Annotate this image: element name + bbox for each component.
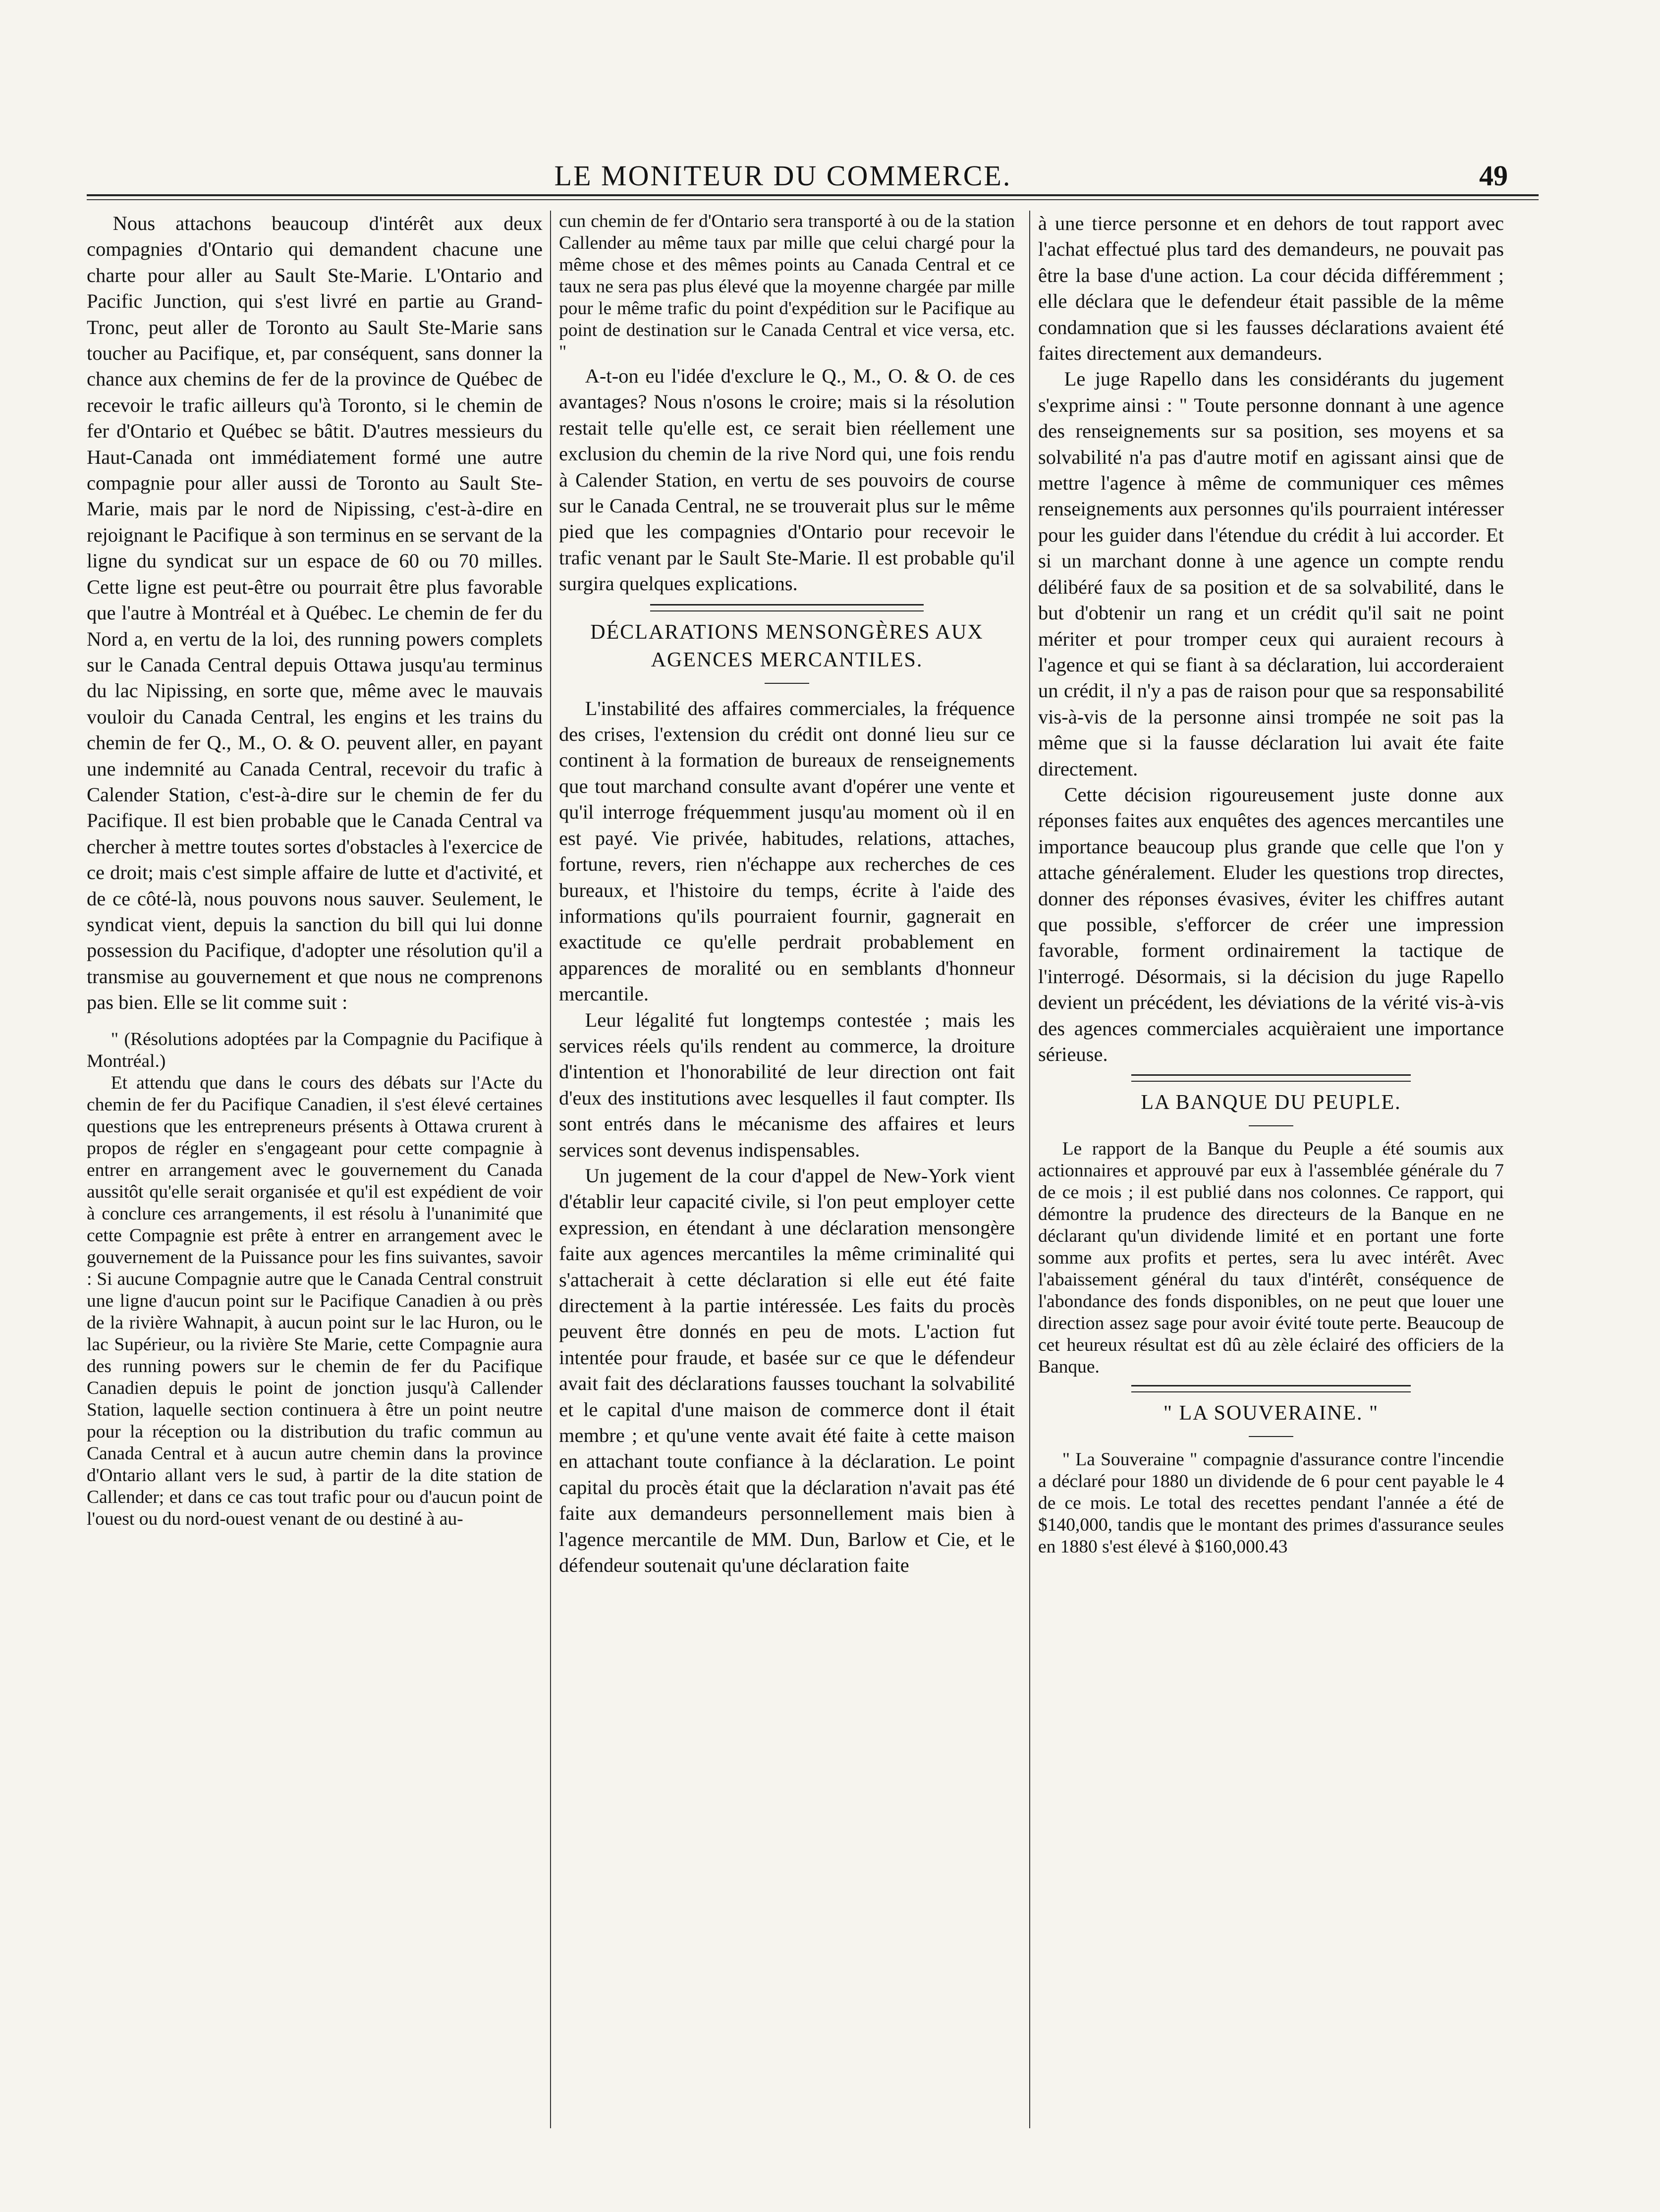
section-double-rule [1131,1074,1411,1082]
column-3 [1038,211,1504,1558]
article-paragraph: " La Souveraine " compagnie d'assurance contre l'incendie a déclaré pour 1880 un dividende de 6 pour cent payable le 4 de ce mois. Le total des recettes pendant l'année a été de $140,000, tandis que le montant des primes d'assurance seules en 1880 s'est élevé à $160,000.43 [1038,1449,1504,1557]
article-paragraph: Le juge Rapello dans les considérants du jugement s'exprime ainsi : " Toute personne donnant à une agence des renseignements sur sa position, ses moyens et sa solvabilité n'a pas d'autre motif en agissant ainsi que de mettre l'agence à même de communiquer ces mêmes renseignements aux personnes qu'ils pourraient intéresser pour les guider dans l'étendue du crédit à lui accorder. Et si un marchant donne à une agence un compte rendu délibéré faux de sa position et de sa solvabilité, dans le but d'obtenir un rang et un crédit qu'il sait ne point mériter et pour tromper ceux qui auraient recours à l'agence et qui se fiant à sa déclaration, lui accorderaient un crédit, il n'y a pas de raison pour que sa responsabilité vis-à-vis de la personne ainsi trompée ne soit pas la même que si la fausse déclaration lui avait éte faite directement. [1038,368,1504,780]
header-rule [87,194,1539,196]
column-divider [550,211,551,2128]
heading-rule [1249,1125,1293,1126]
resolution-text: Et attendu que dans le cours des débats sur l'Acte du chemin de fer du Pacifique Canadien, il s'est élevé certaines questions que les entrepreneurs présents à Ottawa crurent à propos de régler en s'engageant pour cette compagnie à entrer en arrangement avec le gouvernement du Canada aussitôt qu'elle serait organisée et qu'il est expédient de voir à conclure ces arrangements, il est résolu à l'unanimité que cette Compagnie est prête à entrer en arrangement avec le gouvernement de la Puissance pour les fins suivantes, savoir : Si aucune Compagnie autre que le Canada Central construit une ligne d'aucun point sur le Pacifique Canadien à ou près de la rivière Wahnapit, à aucun point sur le lac Huron, ou le lac Supérieur, ou la rivière Ste Marie, cette Compagnie aura des running powers sur le chemin de fer du Pacifique Canadien depuis le point de jonction jusqu'à Callender Station, laquelle section continuera à être un point neutre pour la réception ou la distribution du trafic commun au Canada Central et à aucun autre chemin dans la province d'Ontario allant vers le sud, à partir de la dite station de Callender; et dans ce cas tout trafic pour ou d'aucun point de l'ouest ou du nord-ouest venant de ou destiné à au- [87,1072,543,1529]
article-paragraph: Leur légalité fut longtemps contestée ; mais les services réels qu'ils rendent au commerce, la droiture d'intention et l'honorabilité de leur direction ont fait d'eux des institutions avec lesquelles il faut compter. Ils sont entrés dans le mécanisme des affaires et leurs services sont devenus indispensables. [559,1008,1015,1161]
column-1 [87,211,543,1530]
article-paragraph: Le rapport de la Banque du Peuple a été soumis aux actionnaires et approuvé par eux à l'assemblée générale du 7 de ce mois ; il est publié dans nos colonnes. Ce rapport, qui démontre la prudence des directeurs de la Banque en ne déclarant qu'un dividende limité et en portant une forte somme aux profits et pertes, sera lu avec intérêt. Avec l'abaissement général du taux d'intérêt, conséquence de l'abondance des fonds disponibles, on ne peut que louer une direction assez sage pour avoir évité toute perte. Beaucoup de cet heureux résultat est dû au zèle éclairé des officiers de la Banque. [1038,1139,1504,1378]
heading-rule [1249,1436,1293,1437]
header-rule-thin [87,199,1539,200]
section-double-rule [650,604,924,611]
article-paragraph: L'instabilité des affaires commerciales, la fréquence des crises, l'extension du crédit ont donné lieu sur ce continent à la formation de bureaux de renseignements que tout marchand consulte avant d'opérer une vente et qu'il interroge fréquemment jusqu'au moment où il en est payé. Vie privée, habitudes, relations, attaches, fortune, revers, rien n'échappe aux recherches de ces bureaux, et l'histoire du temps, écrite à l'aide des informations qu'ils pourraient fournir, gagnerait en exactitude ce qu'elle perdrait probablement en apparences de moralité ou en semblants d'honneur mercantile. [559,697,1015,1005]
article-paragraph: à une tierce personne et en dehors de tout rapport avec l'achat effectué plus tard des demandeurs, ne pouvait pas être la base d'une action. La cour décida différemment ; elle déclara que le defendeur était passible de la même condamnation que si les fausses déclarations avaient été faites directement aux demandeurs. [1038,212,1504,365]
article-paragraph: Un jugement de la cour d'appel de New-York vient d'établir leur capacité civile, si l'on peut employer cette expression, en étendant à une déclaration mensongère faite aux agences mercantiles la même criminalité qui s'attacherait à cette déclaration si elle eut été faite directement à la partie intéressée. Les faits du procès peuvent être donnés en peu de mots. L'action fut intentée pour fraude, et basée sur ce que le défendeur avait fait des déclarations fausses touchant la solvabilité et le capital d'une maison de commerce dont il était membre ; et qu'une vente avait été faite à cette maison en attachant toute confiance à la déclaration. Le point capital du procès était que la déclaration n'avait pas été faite aux demandeurs personnellement mais bien à l'agence mercantile de MM. Dun, Barlow et Cie, et le défendeur soutenait qu'une déclaration faite [559,1164,1015,1577]
page-number: 49 [1479,160,1508,192]
section-heading: DÉCLARATIONS MENSONGÈRES AUX AGENCES MERCANTILES. [590,620,984,671]
resolution-title: " (Résolutions adoptées par la Compagnie du Pacifique à Montréal.) [87,1029,543,1071]
article-paragraph: A-t-on eu l'idée d'exclure le Q., M., O. & O. de ces avantages? Nous n'osons le croire; mais si la résolution restait telle qu'elle est, ce serait bien réellement une exclusion du chemin de la rive Nord qui, une fois rendu à Calender Station, en vertu de ses pouvoirs de course sur le Canada Central, ne se trouverait plus sur le même pied que les compagnies d'Ontario pour recevoir le trafic venant par le Sault Ste-Marie. Il est probable qu'il surgira quelques explications. [559,365,1015,595]
column-divider [1029,211,1030,2128]
section-double-rule [1131,1385,1411,1392]
resolution-continued: cun chemin de fer d'Ontario sera transporté à ou de la station Callender au même taux par mille que celui chargé pour la même chose et des mêmes points au Canada Central et ce taux ne sera pas plus élevé que la moyenne chargée par mille pour le même trafic du point d'expédition sur le Pacifique au point de destination sur le Canada Central et vice versa, etc. " [559,211,1015,362]
section-heading: " LA SOUVERAINE. " [1163,1402,1379,1425]
column-2 [559,211,1015,1578]
section-heading: LA BANQUE DU PEUPLE. [1141,1091,1401,1114]
article-paragraph: Cette décision rigoureusement juste donne aux réponses faites aux enquêtes des agences mercantiles une importance beaucoup plus grande que celle que l'on y attache généralement. Eluder les questions trop directes, donner des réponses évasives, éviter les chiffres autant que possible, s'efforcer de créer une impression favorable, forment ordinairement la tactique de l'interrogé. Désormais, si la décision du juge Rapello devient un précédent, les déviations de la vérité vis-à-vis des agences commerciales acquièraient une importance sérieuse. [1038,783,1504,1065]
masthead-title: LE MONITEUR DU COMMERCE. [554,160,1012,192]
article-paragraph: Nous attachons beaucoup d'intérêt aux deux compagnies d'Ontario qui demandent chacune une charte pour aller au Sault Ste-Marie. L'Ontario and Pacific Junction, qui s'est livré en partie au Grand-Tronc, peut aller de Toronto au Sault Ste-Marie sans toucher au Pacifique, et, par conséquent, sans donner la chance aux chemins de fer de la province de Québec de recevoir le trafic ailleurs qu'à Toronto, si le chemin de fer d'Ontario et Québec se bâtit. D'autres messieurs du Haut-Canada ont immédiatement formé une autre compagnie pour aller aussi de Toronto au Sault Ste-Marie, mais par le nord de Nipissing, c'est-à-dire en rejoignant le Pacifique à son terminus en se servant de la ligne du syndicat sur un espace de 60 ou 70 milles. Cette ligne est peut-être ou pourrait être plus favorable que l'autre à Montréal et à Québec. Le chemin de fer du Nord a, en vertu de la loi, des running powers complets sur le Canada Central depuis Ottawa jusqu'au terminus du lac Nipissing, en sorte que, même avec le mauvais vouloir du Canada Central, les engins et les trains du chemin de fer Q., M., O. & O. peuvent aller, en payant une indemnité au Canada Central, recevoir du trafic à Calender Station, c'est-à-dire sur le chemin de fer du Pacifique. Il est bien probable que le Canada Central va chercher à mettre toutes sortes d'obstacles à l'exercice de ce droit; mais c'est simple affaire de lutte et d'activité, et de ce côté-là, nous pouvons nous sauver. Seulement, le syndicat vient, depuis la sanction du bill qui lui donne possession du Pacifique, d'adopter une résolution qu'il a transmise au gouvernement et que nous ne comprenons pas bien. Elle se lit comme suit : [87,212,543,1014]
heading-rule [765,683,809,684]
